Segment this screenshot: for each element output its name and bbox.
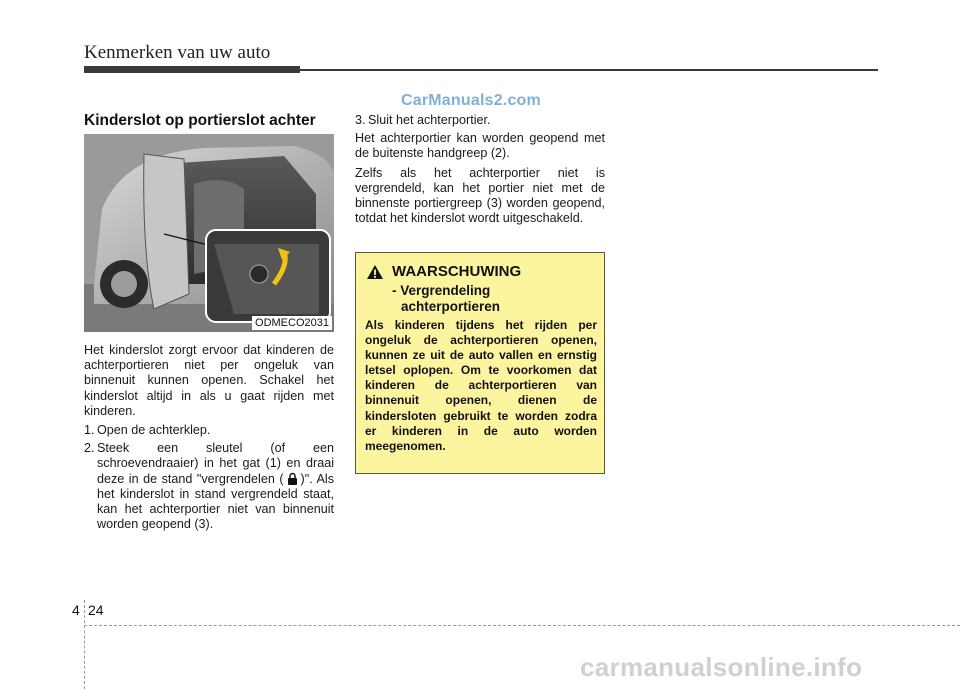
list-number: 1. bbox=[84, 423, 95, 438]
footer-divider bbox=[84, 600, 85, 689]
warning-box bbox=[355, 252, 605, 474]
warning-triangle-icon bbox=[366, 264, 384, 280]
lock-icon bbox=[287, 472, 298, 485]
body-paragraph: Het achterportier kan worden geopend met de buitenste handgreep (2). bbox=[355, 131, 605, 161]
chapter-number: 4 bbox=[72, 602, 80, 618]
warning-text: Als kinderen tijdens het rijden per ongeluk de achterportieren openen, kunnen ze uit de auto vallen en ernstig letsel oplopen. Om te voorkomen dat kinderen de achterportieren van binnenuit openen, dienen de kindersloten gebruikt te worden zodra er kinderen in de auto worden meegenomen. bbox=[365, 318, 597, 453]
watermark-link-top[interactable]: CarManuals2.com bbox=[401, 92, 541, 109]
watermark-link-bottom[interactable]: carmanualsonline.info bbox=[580, 652, 863, 682]
car-rear-door-illustration bbox=[84, 134, 334, 332]
list-item bbox=[355, 113, 605, 128]
list-number: 2. bbox=[84, 441, 95, 456]
header-rule bbox=[300, 69, 878, 71]
header-bar bbox=[84, 66, 300, 73]
list-text bbox=[97, 441, 334, 532]
list-item bbox=[84, 423, 334, 438]
list-text: Open de achterklep. bbox=[97, 423, 211, 438]
intro-paragraph: Het kinderslot zorgt ervoor dat kinderen de achterportieren niet per ongeluk van binnenuit kunnen openen. Schakel het kinderslot altijd in als u gaat rijden met kinderen. bbox=[84, 343, 334, 418]
page-header-title: Kenmerken van uw auto bbox=[84, 42, 271, 63]
warning-title: WAARSCHUWING bbox=[392, 263, 522, 280]
warning-subtitle-line1: - Vergrendeling bbox=[392, 283, 491, 298]
right-text-column bbox=[355, 113, 605, 230]
warning-header bbox=[366, 263, 521, 280]
list-number: 3. bbox=[355, 113, 366, 127]
footer-rule bbox=[84, 625, 960, 626]
figure-code: ODMECO2031 bbox=[252, 316, 332, 330]
section-title: Kinderslot op portierslot achter bbox=[84, 112, 316, 129]
list-text: Sluit het achterportier. bbox=[368, 113, 491, 127]
step2-text-part1: Steek een sleutel (of een schroevendraaier) in het gat (1) en draai deze in de stand "vergrendelen ( bbox=[97, 441, 334, 486]
warning-subtitle bbox=[392, 283, 592, 315]
left-text-column bbox=[84, 343, 334, 535]
warning-subtitle-line2: achterportieren bbox=[401, 299, 501, 314]
door-child-lock-figure bbox=[84, 134, 334, 332]
list-item bbox=[84, 441, 334, 532]
body-paragraph: Zelfs als het achterportier niet is vergrendeld, kan het portier niet met de binnenste portiergreep (3) worden geopend, totdat het kinderslot wordt uitgeschakeld. bbox=[355, 165, 605, 226]
page-number: 24 bbox=[88, 602, 104, 618]
step2-text-part2: )". Als het kinderslot in stand vergrendeld staat, kan het achterportier niet van binnenuit worden geopend (3). bbox=[97, 471, 334, 532]
